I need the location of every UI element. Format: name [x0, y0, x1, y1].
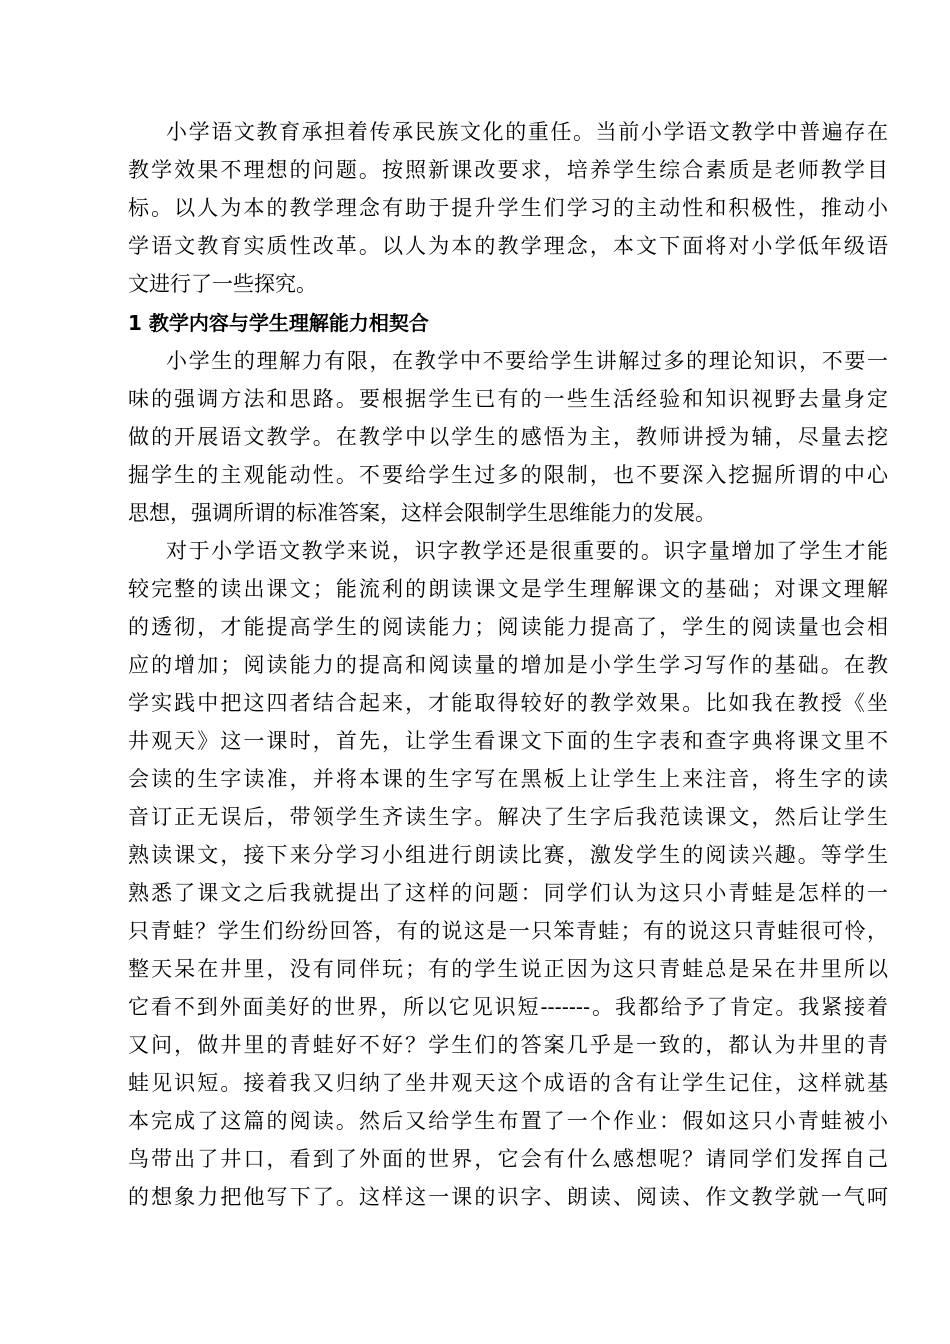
para2-line-11: 只青蛙？学生们纷纷回答，有的说这是一只笨青蛙；有的说这只青蛙很可怜， [128, 919, 888, 943]
intro-line-3: 标。以人为本的教学理念有助于提升学生们学习的主动性和积极性，推动小 [128, 196, 888, 220]
para2-line-5: 学实践中把这四者结合起来，才能取得较好的教学效果。比如我在教授《坐 [128, 691, 888, 715]
para2-line-7: 会读的生字读准，并将本课的生字写在黑板上让学生上来注音，将生字的读 [128, 767, 888, 791]
intro-line-2: 教学效果不理想的问题。按照新课改要求，培养学生综合素质是老师教学目 [128, 158, 888, 182]
para2-line-8: 音订正无误后，带领学生齐读生字。解决了生字后我范读课文，然后让学生 [128, 805, 888, 829]
para1-line-5: 思想，强调所谓的标准答案，这样会限制学生思维能力的发展。 [128, 501, 716, 525]
section-heading: 1 教学内容与学生理解能力相契合 [128, 311, 429, 335]
para1-line-1: 小学生的理解力有限，在教学中不要给学生讲解过多的理论知识，不要一 [166, 349, 888, 373]
intro-line-1: 小学语文教育承担着传承民族文化的重任。当前小学语文教学中普遍存在 [166, 120, 888, 144]
para1-line-4: 掘学生的主观能动性。不要给学生过多的限制，也不要深入挖掘所谓的中心 [128, 463, 888, 487]
para2-line-10: 熟悉了课文之后我就提出了这样的问题：同学们认为这只小青蛙是怎样的一 [128, 881, 888, 905]
para2-line-9: 熟读课文，接下来分学习小组进行朗读比赛，激发学生的阅读兴趣。等学生 [128, 843, 888, 867]
para2-line-2: 较完整的读出课文；能流利的朗读课文是学生理解课文的基础；对课文理解 [128, 577, 888, 601]
para1-line-3: 做的开展语文教学。在教学中以学生的感悟为主，教师讲授为辅，尽量去挖 [128, 425, 888, 449]
para2-line-18: 的想象力把他写下了。这样这一课的识字、朗读、阅读、作文教学就一气呵 [128, 1185, 888, 1209]
para2-line-13: 它看不到外面美好的世界，所以它见识短-------。我都给予了肯定。我紧接着 [128, 995, 888, 1019]
intro-line-5: 文进行了一些探究。 [128, 272, 317, 296]
para2-line-6: 井观天》这一课时，首先，让学生看课文下面的生字表和查字典将课文里不 [128, 729, 888, 753]
para2-line-4: 应的增加；阅读能力的提高和阅读量的增加是小学生学习写作的基础。在教 [128, 653, 888, 677]
para2-line-1: 对于小学语文教学来说，识字教学还是很重要的。识字量增加了学生才能 [166, 539, 888, 563]
para2-line-17: 鸟带出了井口，看到了外面的世界，它会有什么感想呢？请同学们发挥自己 [128, 1147, 888, 1171]
para1-line-2: 味的强调方法和思路。要根据学生已有的一些生活经验和知识视野去量身定 [128, 387, 888, 411]
para2-line-3: 的透彻，才能提高学生的阅读能力；阅读能力提高了，学生的阅读量也会相 [128, 615, 888, 639]
para2-line-15: 蛙见识短。接着我又归纳了坐井观天这个成语的含有让学生记住，这样就基 [128, 1071, 888, 1095]
para2-line-16: 本完成了这篇的阅读。然后又给学生布置了一个作业：假如这只小青蛙被小 [128, 1109, 888, 1133]
para2-line-14: 又问，做井里的青蛙好不好？学生们的答案几乎是一致的，都认为井里的青 [128, 1033, 888, 1057]
para2-line-12: 整天呆在井里，没有同伴玩；有的学生说正因为这只青蛙总是呆在井里所以 [128, 957, 888, 981]
intro-line-4: 学语文教育实质性改革。以人为本的教学理念，本文下面将对小学低年级语 [128, 234, 888, 258]
